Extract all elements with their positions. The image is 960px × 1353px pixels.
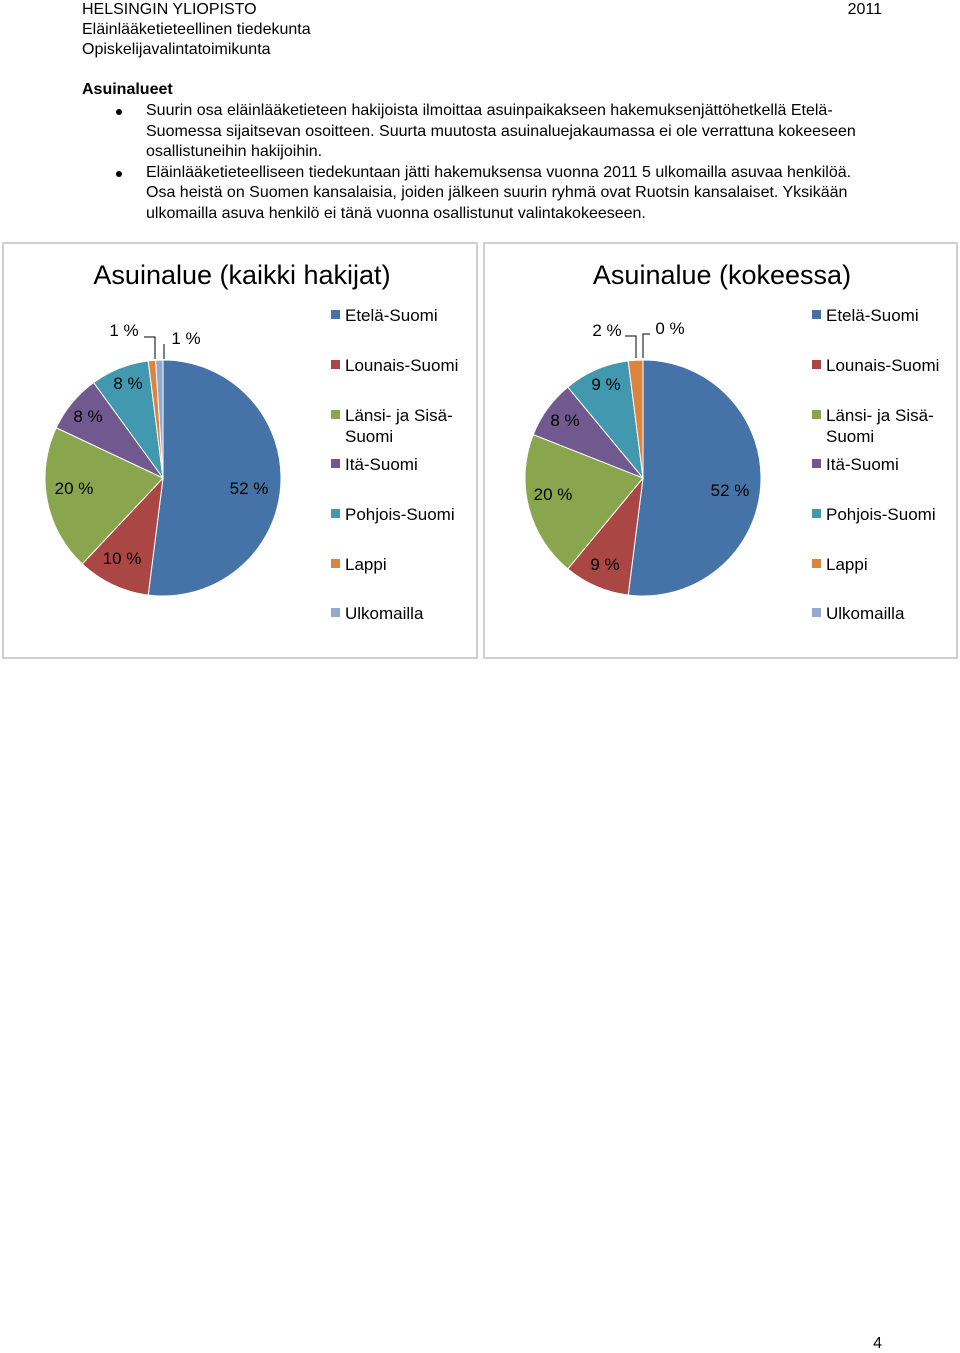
bullet-list xyxy=(82,101,882,224)
data-label: 8 % xyxy=(550,411,580,430)
legend-item: Etelä-Suomi xyxy=(826,306,919,325)
legend-item: Länsi- ja Sisä-Suomi xyxy=(345,406,453,446)
legend-item: Itä-Suomi xyxy=(826,455,899,474)
chart-title: Asuinalue (kokeessa) xyxy=(592,260,852,290)
data-label: 20 % xyxy=(54,479,94,498)
legend-swatch xyxy=(331,310,340,319)
legend-swatch xyxy=(812,410,821,419)
legend-swatch xyxy=(331,509,340,518)
data-label: 9 % xyxy=(591,375,621,394)
legend-item: Itä-Suomi xyxy=(345,455,418,474)
legend-swatch xyxy=(812,360,821,369)
leader-line xyxy=(144,337,155,359)
legend-swatch xyxy=(812,310,821,319)
legend-swatch xyxy=(331,410,340,419)
chart-all-applicants xyxy=(2,242,478,659)
legend-swatch xyxy=(812,559,821,568)
legend-swatch xyxy=(331,360,340,369)
chart-title: Asuinalue (kaikki hakijat) xyxy=(93,260,391,290)
leader-line xyxy=(625,336,636,358)
chart-exam-participants xyxy=(483,242,958,659)
data-label: 8 % xyxy=(73,407,103,426)
data-label: 52 % xyxy=(710,481,750,500)
data-label: 10 % xyxy=(102,549,142,568)
leader-line xyxy=(643,334,650,358)
legend-item: Etelä-Suomi xyxy=(345,306,438,325)
faculty-name: Eläinlääketieteellinen tiedekunta xyxy=(82,21,311,38)
data-label: 1 % xyxy=(109,321,139,340)
legend-swatch xyxy=(812,459,821,468)
university-name: HELSINGIN YLIOPISTO xyxy=(82,1,257,18)
pie-chart-exam-participants xyxy=(485,244,960,661)
header-year: 2011 xyxy=(847,1,882,18)
legend-swatch xyxy=(331,608,340,617)
legend-swatch xyxy=(331,459,340,468)
legend-item: Pohjois-Suomi xyxy=(826,505,936,524)
data-label: 52 % xyxy=(229,479,269,498)
bullet-item: Suurin osa eläinlääketieteen hakijoista ilmoittaa asuinpaikakseen hakemuksenjättöhetkellä Etelä-Suomessa sijaitsevan osoitteen. Suurta muutosta asuinaluejakaumassa ei ole verrattuna kokeeseen osallistuneihin hakijoihin. xyxy=(82,101,882,163)
legend-item: Lappi xyxy=(345,555,387,574)
data-label: 9 % xyxy=(590,555,620,574)
page-number: 4 xyxy=(873,1335,882,1352)
data-label: 20 % xyxy=(533,485,573,504)
bullet-item: Eläinlääketieteelliseen tiedekuntaan jätti hakemuksensa vuonna 2011 5 ulkomailla asuvaa henkilöä. Osa heistä on Suomen kansalaisia, joiden jälkeen suurin ryhmä ovat Ruotsin kansalaiset. Yksikään ulkomailla asuva henkilö ei tänä vuonna osallistunut valintakokeeseen. xyxy=(82,163,882,225)
pie-slice-etelä-suomi xyxy=(628,360,761,596)
pie-slice-etelä-suomi xyxy=(148,360,281,596)
data-label: 1 % xyxy=(171,329,201,348)
data-label: 8 % xyxy=(113,374,143,393)
legend-item: Länsi- ja Sisä-Suomi xyxy=(826,406,934,446)
legend-swatch xyxy=(812,608,821,617)
legend-item: Pohjois-Suomi xyxy=(345,505,455,524)
office-name: Opiskelijavalintatoimikunta xyxy=(82,41,271,58)
section-title: Asuinalueet xyxy=(82,81,173,98)
legend-item: Ulkomailla xyxy=(826,604,905,623)
legend-item: Lounais-Suomi xyxy=(345,356,459,375)
legend-item: Lounais-Suomi xyxy=(826,356,940,375)
data-label: 2 % xyxy=(592,321,622,340)
pie-chart-all-applicants xyxy=(4,244,480,661)
legend-swatch xyxy=(812,509,821,518)
legend-swatch xyxy=(331,559,340,568)
legend-item: Ulkomailla xyxy=(345,604,424,623)
legend-item: Lappi xyxy=(826,555,868,574)
data-label: 0 % xyxy=(655,319,685,338)
page-header xyxy=(82,0,311,60)
